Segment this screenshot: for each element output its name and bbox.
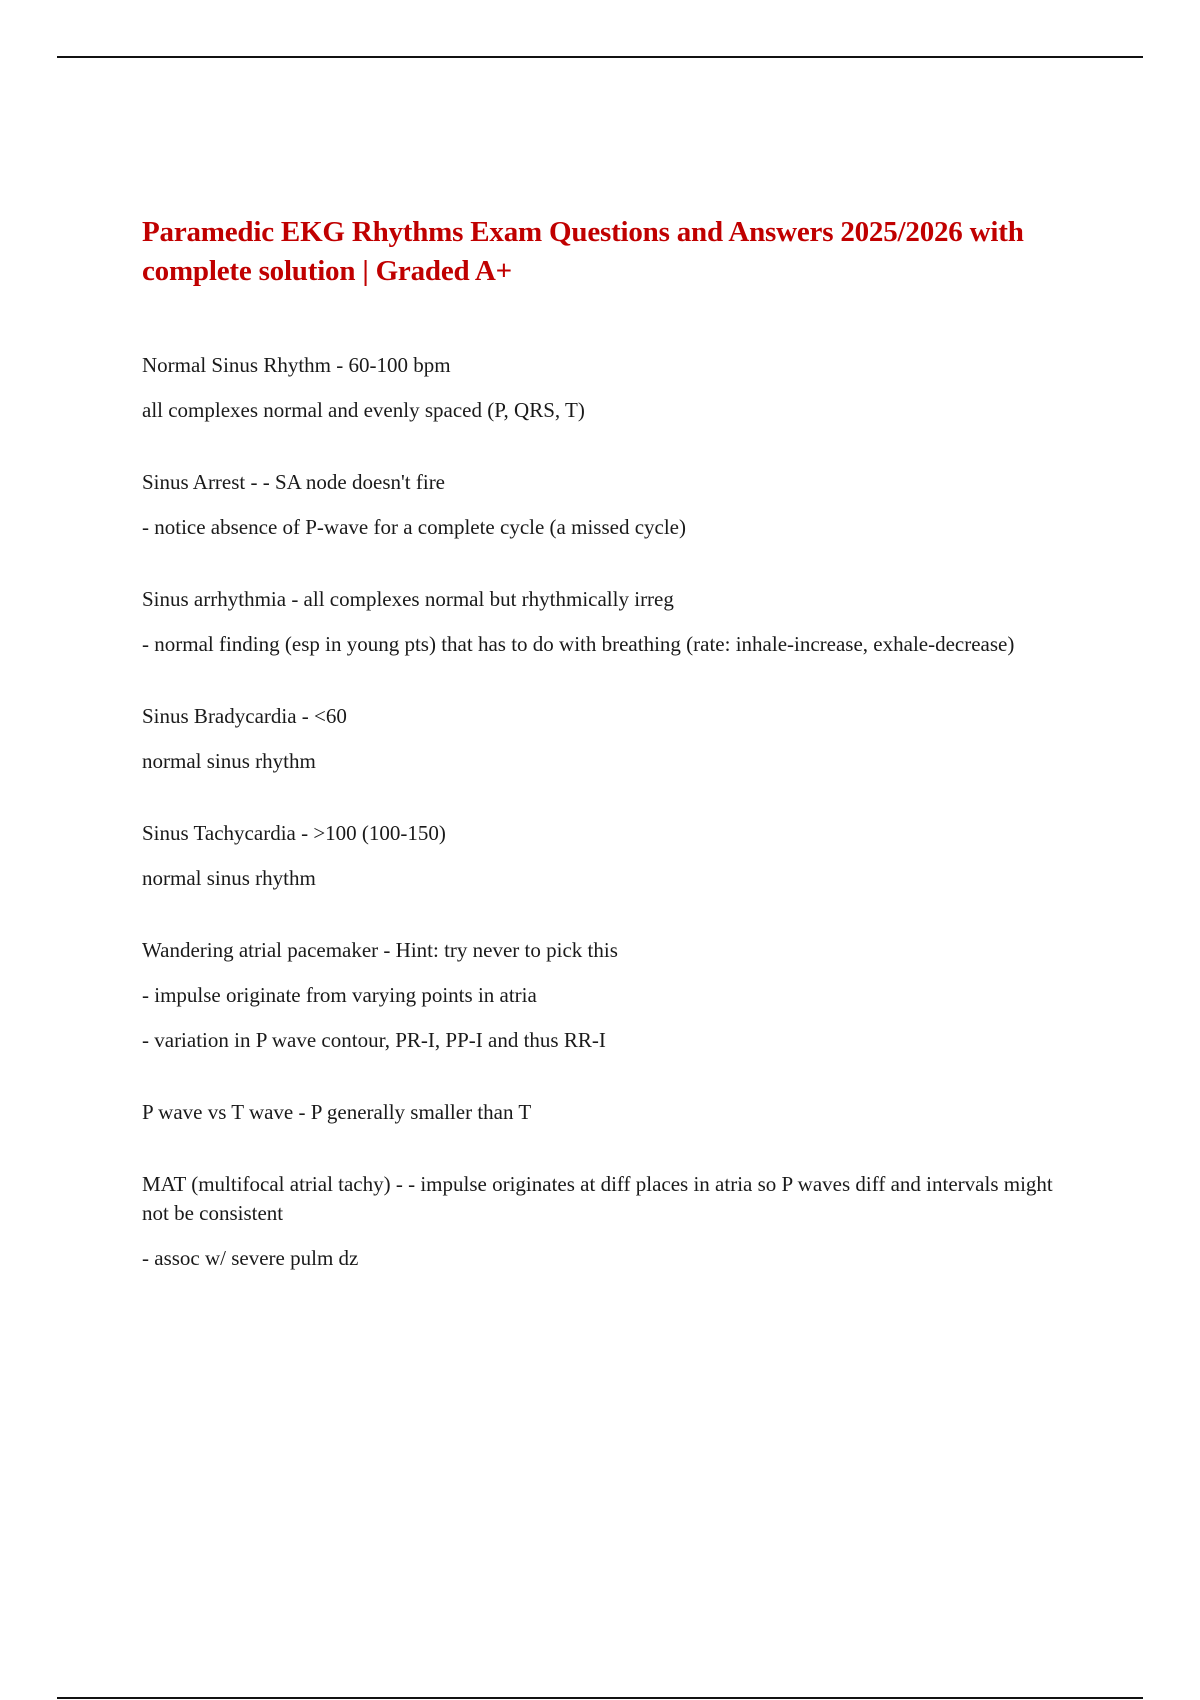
entry-detail: - normal finding (esp in young pts) that has to do with breathing (rate: inhale-increase, exhale-decrease) bbox=[142, 632, 1015, 656]
entry-detail: - variation in P wave contour, PR-I, PP-I and thus RR-I bbox=[142, 1028, 606, 1052]
entry-term: MAT (multifocal atrial tachy) - - impulse originates at diff places in atria so P waves diff and intervals might not be consistent bbox=[142, 1172, 1053, 1225]
entry-mat bbox=[142, 1170, 1062, 1273]
entry-sinus-tachycardia bbox=[142, 819, 1062, 893]
entry-p-wave-vs-t-wave bbox=[142, 1098, 1062, 1127]
entry-sinus-arrest bbox=[142, 468, 1062, 542]
footer-rule bbox=[57, 1697, 1143, 1699]
entry-term: Sinus Tachycardia - >100 (100-150) bbox=[142, 821, 446, 845]
entry-term: Wandering atrial pacemaker - Hint: try never to pick this bbox=[142, 938, 618, 962]
entry-detail: normal sinus rhythm bbox=[142, 749, 316, 773]
entry-sinus-arrhythmia bbox=[142, 585, 1062, 659]
entry-detail: all complexes normal and evenly spaced (P, QRS, T) bbox=[142, 398, 585, 422]
entry-detail: - impulse originate from varying points in atria bbox=[142, 983, 537, 1007]
entry-detail: - assoc w/ severe pulm dz bbox=[142, 1246, 359, 1270]
header-rule bbox=[57, 56, 1143, 58]
entry-sinus-bradycardia bbox=[142, 702, 1062, 776]
entry-detail: normal sinus rhythm bbox=[142, 866, 316, 890]
entry-term: Normal Sinus Rhythm - 60-100 bpm bbox=[142, 353, 451, 377]
entry-wandering-atrial-pacemaker bbox=[142, 936, 1062, 1055]
entry-list bbox=[142, 351, 1062, 1273]
entry-term: Sinus Bradycardia - <60 bbox=[142, 704, 347, 728]
entry-term: Sinus arrhythmia - all complexes normal but rhythmically irreg bbox=[142, 587, 674, 611]
entry-term: Sinus Arrest - - SA node doesn't fire bbox=[142, 470, 446, 494]
document-title: Paramedic EKG Rhythms Exam Questions and Answers 2025/2026 with complete solution | Graded A+ bbox=[142, 216, 1024, 287]
entry-normal-sinus-rhythm bbox=[142, 351, 1062, 425]
document-body bbox=[142, 213, 1062, 1273]
entry-term: P wave vs T wave - P generally smaller than T bbox=[142, 1100, 532, 1124]
entry-detail: - notice absence of P-wave for a complete cycle (a missed cycle) bbox=[142, 515, 686, 539]
